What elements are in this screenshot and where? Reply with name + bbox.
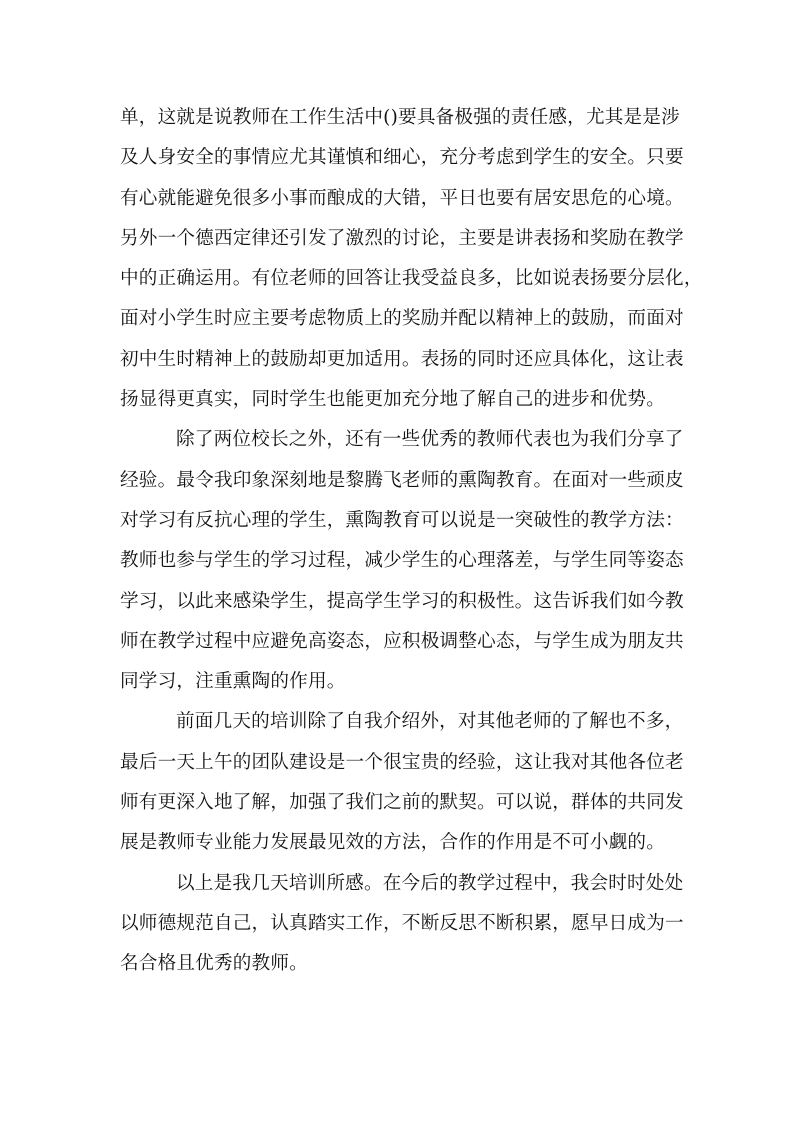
paragraph-4 (120, 864, 684, 985)
paragraph-1 (120, 98, 703, 420)
text-line: 同学习，注重熏陶的作用。 (120, 671, 346, 693)
text-line: 中的正确运用。有位老师的回答让我受益良多，比如说表扬要分层化， (120, 268, 703, 290)
text-line: 师有更深入地了解，加强了我们之前的默契。可以说，群体的共同发 (120, 792, 684, 814)
text-line: 学习，以此来感染学生，提高学生学习的积极性。这告诉我们如今教 (120, 590, 684, 612)
paragraph-3 (120, 702, 684, 863)
text-line: 单，这就是说教师在工作生活中()要具备极强的责任感，尤其是是涉 (120, 107, 680, 128)
text-line: 除了两位校长之外，还有一些优秀的教师代表也为我们分享了 (176, 429, 684, 451)
text-line: 及人身安全的事情应尤其谨慎和细心，充分考虑到学生的安全。只要 (120, 147, 684, 169)
text-line: 师在教学过程中应避免高姿态，应积极调整心态，与学生成为朋友共 (120, 630, 684, 652)
text-line: 展是教师专业能力发展最见效的方法，合作的作用是不可小觑的。 (120, 832, 666, 854)
text-line: 以上是我几天培训所感。在今后的教学过程中，我会时时处处 (176, 872, 684, 894)
text-line: 初中生时精神上的鼓励却更加适用。表扬的同时还应具体化，这让表 (120, 348, 684, 370)
text-line: 教师也参与学生的学习过程，减少学生的心理落差，与学生同等姿态 (120, 550, 684, 572)
text-line: 前面几天的培训除了自我介绍外，对其他老师的了解也不多， (176, 711, 684, 733)
text-line: 最后一天上午的团队建设是一个很宝贵的经验，这让我对其他各位老 (120, 751, 684, 773)
body-text (120, 98, 703, 985)
text-line: 名合格且优秀的教师。 (120, 953, 308, 975)
text-line: 有心就能避免很多小事而酿成的大错，平日也要有居安思危的心境。 (120, 187, 684, 209)
text-line: 扬显得更真实，同时学生也能更加充分地了解自己的进步和优势。 (120, 389, 666, 411)
text-line: 对学习有反抗心理的学生，熏陶教育可以说是一突破性的教学方法： (120, 509, 684, 531)
text-line: 另外一个德西定律还引发了激烈的讨论，主要是讲表扬和奖励在教学 (120, 227, 684, 249)
paragraph-2 (120, 420, 684, 702)
text-line: 以师德规范自己，认真踏实工作，不断反思不断积累，愿早日成为一 (120, 912, 684, 934)
text-line: 面对小学生时应主要考虑物质上的奖励并配以精神上的鼓励，而面对 (120, 308, 684, 330)
text-line: 经验。最令我印象深刻地是黎腾飞老师的熏陶教育。在面对一些顽皮 (120, 469, 684, 491)
